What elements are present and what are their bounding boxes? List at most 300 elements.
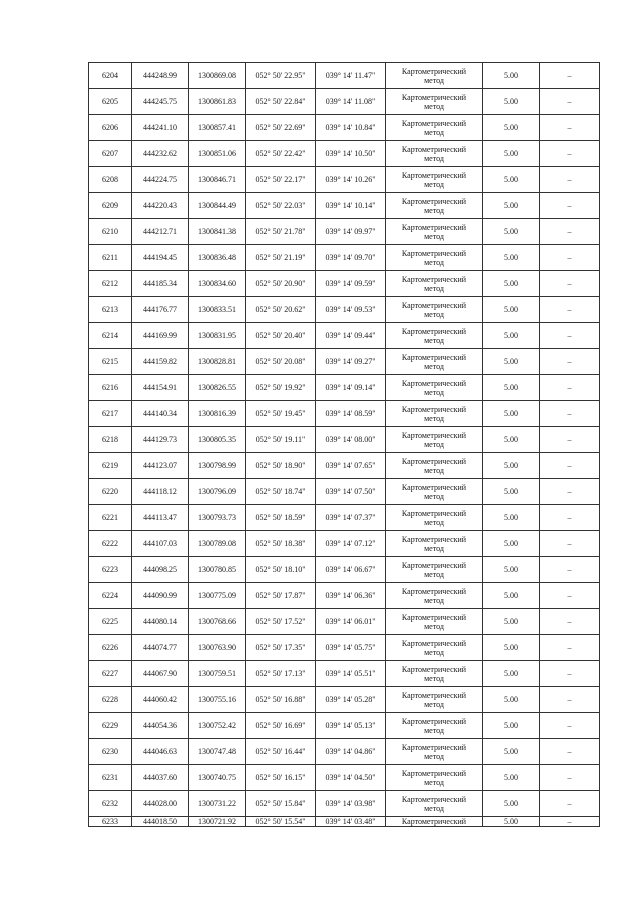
cell-accuracy: 5.00 <box>483 687 540 713</box>
cell-coord-y: 1300721.92 <box>189 817 246 827</box>
cell-coord-x: 444169.99 <box>132 323 189 349</box>
cell-coord-x: 444067.90 <box>132 661 189 687</box>
cell-accuracy: 5.00 <box>483 817 540 827</box>
cell-latitude: 052° 50' 19.11" <box>246 427 316 453</box>
cell-latitude: 052° 50' 18.10" <box>246 557 316 583</box>
cell-latitude: 052° 50' 19.92" <box>246 375 316 401</box>
cell-coord-x: 444123.07 <box>132 453 189 479</box>
method-line-2: метод <box>424 595 444 605</box>
method-line-1: Картометрический <box>401 456 467 466</box>
cell-coord-x: 444248.99 <box>132 63 189 89</box>
cell-longitude: 039° 14' 06.67" <box>316 557 386 583</box>
cell-description: – <box>540 791 600 817</box>
cell-description: – <box>540 401 600 427</box>
table-row <box>89 583 600 609</box>
cell-longitude: 039° 14' 09.14" <box>316 375 386 401</box>
cell-description: – <box>540 661 600 687</box>
cell-description: – <box>540 739 600 765</box>
method-line-2: метод <box>424 647 444 657</box>
cell-coord-x: 444232.62 <box>132 141 189 167</box>
cell-longitude: 039° 14' 11.47" <box>316 63 386 89</box>
cell-coord-x: 444220.43 <box>132 193 189 219</box>
cell-description: – <box>540 505 600 531</box>
method-line-1: Картометрический <box>401 638 467 648</box>
cell-coord-x: 444194.45 <box>132 245 189 271</box>
cell-latitude: 052° 50' 20.08" <box>246 349 316 375</box>
cell-description: – <box>540 271 600 297</box>
cell-coord-y: 1300846.71 <box>189 167 246 193</box>
cell-coord-x: 444074.77 <box>132 635 189 661</box>
cell-point-number: 6209 <box>89 193 132 219</box>
method-line-1: Картометрический <box>401 768 467 778</box>
method-line-2: метод <box>424 491 444 501</box>
table-row <box>89 63 600 89</box>
cell-point-number: 6217 <box>89 401 132 427</box>
cell-method <box>386 167 483 193</box>
cell-longitude: 039° 14' 07.37" <box>316 505 386 531</box>
cell-longitude: 039° 14' 09.27" <box>316 349 386 375</box>
cell-point-number: 6212 <box>89 271 132 297</box>
cell-description: – <box>540 167 600 193</box>
cell-latitude: 052° 50' 16.69" <box>246 713 316 739</box>
cell-longitude: 039° 14' 07.12" <box>316 531 386 557</box>
table-row <box>89 141 600 167</box>
method-line-1: Картометрический <box>401 326 467 336</box>
cell-accuracy: 5.00 <box>483 63 540 89</box>
method-line-1: Картометрический <box>401 534 467 544</box>
method-line-2: метод <box>424 751 444 761</box>
cell-longitude: 039° 14' 10.14" <box>316 193 386 219</box>
method-line-1: Картометрический <box>401 274 467 284</box>
cell-latitude: 052° 50' 20.62" <box>246 297 316 323</box>
cell-point-number: 6205 <box>89 89 132 115</box>
cell-longitude: 039° 14' 05.13" <box>316 713 386 739</box>
cell-longitude: 039° 14' 04.50" <box>316 765 386 791</box>
cell-description: – <box>540 817 600 827</box>
cell-longitude: 039° 14' 07.65" <box>316 453 386 479</box>
cell-longitude: 039° 14' 06.01" <box>316 609 386 635</box>
table-row <box>89 453 600 479</box>
table-row <box>89 375 600 401</box>
cell-latitude: 052° 50' 15.54" <box>246 817 316 827</box>
cell-latitude: 052° 50' 15.84" <box>246 791 316 817</box>
table-row <box>89 479 600 505</box>
cell-description: – <box>540 427 600 453</box>
cell-accuracy: 5.00 <box>483 245 540 271</box>
cell-point-number: 6204 <box>89 63 132 89</box>
cell-coord-x: 444140.34 <box>132 401 189 427</box>
cell-coord-y: 1300841.38 <box>189 219 246 245</box>
cell-coord-y: 1300740.75 <box>189 765 246 791</box>
table-row <box>89 323 600 349</box>
cell-coord-x: 444159.82 <box>132 349 189 375</box>
cell-coord-x: 444118.12 <box>132 479 189 505</box>
cell-latitude: 052° 50' 17.87" <box>246 583 316 609</box>
cell-accuracy: 5.00 <box>483 791 540 817</box>
cell-method <box>386 661 483 687</box>
cell-accuracy: 5.00 <box>483 583 540 609</box>
cell-accuracy: 5.00 <box>483 115 540 141</box>
cell-point-number: 6211 <box>89 245 132 271</box>
table-row <box>89 349 600 375</box>
cell-accuracy: 5.00 <box>483 609 540 635</box>
cell-longitude: 039° 14' 05.75" <box>316 635 386 661</box>
cell-coord-y: 1300844.49 <box>189 193 246 219</box>
cell-accuracy: 5.00 <box>483 271 540 297</box>
cell-longitude: 039° 14' 05.51" <box>316 661 386 687</box>
method-line-1: Картометрический <box>401 222 467 232</box>
method-line-1: Картометрический <box>401 196 467 206</box>
cell-point-number: 6229 <box>89 713 132 739</box>
cell-coord-x: 444129.73 <box>132 427 189 453</box>
cell-description: – <box>540 115 600 141</box>
cell-accuracy: 5.00 <box>483 89 540 115</box>
method-line-1: Картометрический <box>401 664 467 674</box>
cell-description: – <box>540 713 600 739</box>
cell-description: – <box>540 375 600 401</box>
cell-coord-y: 1300861.83 <box>189 89 246 115</box>
cell-longitude: 039° 14' 09.53" <box>316 297 386 323</box>
cell-longitude: 039° 14' 07.50" <box>316 479 386 505</box>
cell-accuracy: 5.00 <box>483 479 540 505</box>
cell-latitude: 052° 50' 16.88" <box>246 687 316 713</box>
cell-longitude: 039° 14' 08.00" <box>316 427 386 453</box>
method-line-2: метод <box>424 361 444 371</box>
cell-coord-y: 1300747.48 <box>189 739 246 765</box>
cell-coord-x: 444060.42 <box>132 687 189 713</box>
cell-latitude: 052° 50' 20.90" <box>246 271 316 297</box>
cell-point-number: 6213 <box>89 297 132 323</box>
cell-coord-x: 444154.91 <box>132 375 189 401</box>
method-line-2: метод <box>424 517 444 527</box>
table-row <box>89 427 600 453</box>
cell-point-number: 6220 <box>89 479 132 505</box>
cell-accuracy: 5.00 <box>483 661 540 687</box>
cell-latitude: 052° 50' 22.17" <box>246 167 316 193</box>
cell-method <box>386 609 483 635</box>
cell-coord-x: 444212.71 <box>132 219 189 245</box>
cell-point-number: 6226 <box>89 635 132 661</box>
cell-point-number: 6230 <box>89 739 132 765</box>
cell-method <box>386 63 483 89</box>
cell-accuracy: 5.00 <box>483 453 540 479</box>
cell-method <box>386 687 483 713</box>
cell-latitude: 052° 50' 20.40" <box>246 323 316 349</box>
table-row <box>89 193 600 219</box>
cell-point-number: 6232 <box>89 791 132 817</box>
cell-latitude: 052° 50' 22.42" <box>246 141 316 167</box>
cell-point-number: 6206 <box>89 115 132 141</box>
cell-method <box>386 739 483 765</box>
cell-point-number: 6219 <box>89 453 132 479</box>
method-line-2: метод <box>424 803 444 813</box>
cell-accuracy: 5.00 <box>483 531 540 557</box>
cell-description: – <box>540 349 600 375</box>
cell-longitude: 039° 14' 06.36" <box>316 583 386 609</box>
cell-method <box>386 375 483 401</box>
cell-longitude: 039° 14' 09.44" <box>316 323 386 349</box>
method-line-2: метод <box>424 335 444 345</box>
cell-point-number: 6208 <box>89 167 132 193</box>
cell-description: – <box>540 557 600 583</box>
table-row <box>89 609 600 635</box>
method-line-2: метод <box>424 673 444 683</box>
cell-accuracy: 5.00 <box>483 713 540 739</box>
cell-method <box>386 453 483 479</box>
cell-method <box>386 817 483 827</box>
cell-description: – <box>540 193 600 219</box>
method-line-2: метод <box>424 413 444 423</box>
method-line-2: метод <box>424 439 444 449</box>
cell-point-number: 6228 <box>89 687 132 713</box>
cell-coord-y: 1300851.06 <box>189 141 246 167</box>
cell-method <box>386 271 483 297</box>
method-line-2: метод <box>424 101 444 111</box>
method-line-1: Картометрический <box>401 92 467 102</box>
cell-longitude: 039° 14' 10.50" <box>316 141 386 167</box>
cell-coord-y: 1300759.51 <box>189 661 246 687</box>
cell-description: – <box>540 63 600 89</box>
method-line-2: метод <box>424 465 444 475</box>
cell-coord-x: 444107.03 <box>132 531 189 557</box>
cell-method <box>386 427 483 453</box>
cell-coord-x: 444113.47 <box>132 505 189 531</box>
cell-latitude: 052° 50' 17.52" <box>246 609 316 635</box>
cell-method <box>386 791 483 817</box>
cell-point-number: 6231 <box>89 765 132 791</box>
cell-coord-x: 444028.00 <box>132 791 189 817</box>
cell-coord-y: 1300857.41 <box>189 115 246 141</box>
cell-latitude: 052° 50' 18.59" <box>246 505 316 531</box>
cell-longitude: 039° 14' 10.26" <box>316 167 386 193</box>
method-line-1: Картометрический <box>401 170 467 180</box>
cell-latitude: 052° 50' 22.69" <box>246 115 316 141</box>
cell-longitude: 039° 14' 03.98" <box>316 791 386 817</box>
cell-description: – <box>540 323 600 349</box>
table-row <box>89 739 600 765</box>
cell-longitude: 039° 14' 09.70" <box>316 245 386 271</box>
cell-coord-y: 1300768.66 <box>189 609 246 635</box>
method-line-1: Картометрический <box>401 612 467 622</box>
method-line-1: Картометрический <box>401 248 467 258</box>
cell-description: – <box>540 531 600 557</box>
method-line-1: Картометрический <box>401 300 467 310</box>
cell-point-number: 6225 <box>89 609 132 635</box>
method-line-1: Картометрический <box>401 716 467 726</box>
cell-method <box>386 115 483 141</box>
method-line-2: метод <box>424 699 444 709</box>
cell-point-number: 6210 <box>89 219 132 245</box>
table-row <box>89 505 600 531</box>
cell-longitude: 039° 14' 09.97" <box>316 219 386 245</box>
table-row <box>89 765 600 791</box>
cell-method <box>386 505 483 531</box>
method-line-2: метод <box>424 569 444 579</box>
table-body <box>89 63 600 827</box>
cell-point-number: 6223 <box>89 557 132 583</box>
cell-method <box>386 531 483 557</box>
method-line-2: метод <box>424 777 444 787</box>
method-line-1: Картометрический <box>401 794 467 804</box>
cell-coord-y: 1300816.39 <box>189 401 246 427</box>
method-line-1: Картометрический <box>401 144 467 154</box>
cell-accuracy: 5.00 <box>483 323 540 349</box>
method-line-1: Картометрический <box>401 66 467 76</box>
cell-latitude: 052° 50' 18.38" <box>246 531 316 557</box>
method-line-2: метод <box>424 179 444 189</box>
method-line-2: метод <box>424 205 444 215</box>
method-line-2: метод <box>424 387 444 397</box>
table-row <box>89 661 600 687</box>
cell-latitude: 052° 50' 18.90" <box>246 453 316 479</box>
method-line-1: Картометрический <box>401 378 467 388</box>
cell-description: – <box>540 219 600 245</box>
cell-longitude: 039° 14' 09.59" <box>316 271 386 297</box>
cell-coord-x: 444224.75 <box>132 167 189 193</box>
cell-method <box>386 141 483 167</box>
cell-point-number: 6214 <box>89 323 132 349</box>
cell-coord-y: 1300826.55 <box>189 375 246 401</box>
cell-coord-y: 1300798.99 <box>189 453 246 479</box>
cell-coord-x: 444054.36 <box>132 713 189 739</box>
method-line-2: метод <box>424 543 444 553</box>
method-line-1: Картометрический <box>401 118 467 128</box>
cell-coord-y: 1300789.08 <box>189 531 246 557</box>
cell-latitude: 052° 50' 17.13" <box>246 661 316 687</box>
cell-coord-y: 1300828.81 <box>189 349 246 375</box>
cell-method <box>386 557 483 583</box>
method-line-2: метод <box>424 309 444 319</box>
cell-accuracy: 5.00 <box>483 297 540 323</box>
method-line-2: метод <box>424 257 444 267</box>
cell-accuracy: 5.00 <box>483 427 540 453</box>
table-row <box>89 817 600 827</box>
cell-coord-y: 1300831.95 <box>189 323 246 349</box>
cell-coord-y: 1300834.60 <box>189 271 246 297</box>
cell-description: – <box>540 89 600 115</box>
cell-longitude: 039° 14' 03.48" <box>316 817 386 827</box>
cell-coord-x: 444245.75 <box>132 89 189 115</box>
method-line-2: метод <box>424 283 444 293</box>
cell-method <box>386 89 483 115</box>
method-line-1: Картометрический <box>401 586 467 596</box>
table-row <box>89 115 600 141</box>
table-row <box>89 531 600 557</box>
method-line-1: Картометрический <box>401 560 467 570</box>
method-line-2: метод <box>424 725 444 735</box>
cell-description: – <box>540 583 600 609</box>
cell-coord-y: 1300869.08 <box>189 63 246 89</box>
cell-description: – <box>540 141 600 167</box>
cell-description: – <box>540 765 600 791</box>
cell-latitude: 052° 50' 16.44" <box>246 739 316 765</box>
cell-longitude: 039° 14' 10.84" <box>316 115 386 141</box>
table-row <box>89 89 600 115</box>
table-row <box>89 635 600 661</box>
cell-point-number: 6227 <box>89 661 132 687</box>
cell-point-number: 6215 <box>89 349 132 375</box>
cell-description: – <box>540 609 600 635</box>
table-row <box>89 219 600 245</box>
cell-coord-x: 444046.63 <box>132 739 189 765</box>
cell-accuracy: 5.00 <box>483 375 540 401</box>
cell-description: – <box>540 453 600 479</box>
method-line-1: Картометрический <box>401 404 467 414</box>
cell-coord-y: 1300775.09 <box>189 583 246 609</box>
cell-longitude: 039° 14' 04.86" <box>316 739 386 765</box>
cell-coord-x: 444090.99 <box>132 583 189 609</box>
cell-accuracy: 5.00 <box>483 765 540 791</box>
cell-coord-y: 1300833.51 <box>189 297 246 323</box>
cell-point-number: 6224 <box>89 583 132 609</box>
cell-coord-x: 444185.34 <box>132 271 189 297</box>
cell-accuracy: 5.00 <box>483 349 540 375</box>
method-line-1: Картометрический <box>401 817 467 826</box>
cell-point-number: 6207 <box>89 141 132 167</box>
method-line-2: метод <box>424 127 444 137</box>
cell-latitude: 052° 50' 16.15" <box>246 765 316 791</box>
table-row <box>89 687 600 713</box>
cell-method <box>386 245 483 271</box>
cell-coord-y: 1300805.35 <box>189 427 246 453</box>
cell-description: – <box>540 245 600 271</box>
cell-coord-x: 444176.77 <box>132 297 189 323</box>
cell-coord-y: 1300796.09 <box>189 479 246 505</box>
cell-accuracy: 5.00 <box>483 557 540 583</box>
method-line-1: Картометрический <box>401 352 467 362</box>
cell-longitude: 039° 14' 08.59" <box>316 401 386 427</box>
cell-coord-x: 444098.25 <box>132 557 189 583</box>
method-line-2: метод <box>424 621 444 631</box>
cell-coord-x: 444018.50 <box>132 817 189 827</box>
cell-coord-x: 444080.14 <box>132 609 189 635</box>
cell-coord-x: 444241.10 <box>132 115 189 141</box>
cell-longitude: 039° 14' 11.08" <box>316 89 386 115</box>
cell-method <box>386 297 483 323</box>
table-row <box>89 791 600 817</box>
cell-method <box>386 349 483 375</box>
cell-method <box>386 219 483 245</box>
cell-method <box>386 635 483 661</box>
cell-method <box>386 193 483 219</box>
cell-description: – <box>540 479 600 505</box>
cell-latitude: 052° 50' 19.45" <box>246 401 316 427</box>
cell-longitude: 039° 14' 05.28" <box>316 687 386 713</box>
cell-accuracy: 5.00 <box>483 193 540 219</box>
cell-latitude: 052° 50' 17.35" <box>246 635 316 661</box>
cell-coord-y: 1300793.73 <box>189 505 246 531</box>
cell-accuracy: 5.00 <box>483 635 540 661</box>
cell-accuracy: 5.00 <box>483 739 540 765</box>
cell-point-number: 6218 <box>89 427 132 453</box>
method-line-2: метод <box>424 231 444 241</box>
table-row <box>89 271 600 297</box>
cell-point-number: 6233 <box>89 817 132 827</box>
method-line-1: Картометрический <box>401 690 467 700</box>
cell-latitude: 052° 50' 21.19" <box>246 245 316 271</box>
cell-coord-y: 1300780.85 <box>189 557 246 583</box>
cell-accuracy: 5.00 <box>483 219 540 245</box>
cell-point-number: 6222 <box>89 531 132 557</box>
method-line-2: метод <box>424 153 444 163</box>
cell-latitude: 052° 50' 22.03" <box>246 193 316 219</box>
method-line-2: метод <box>424 75 444 85</box>
cell-coord-y: 1300755.16 <box>189 687 246 713</box>
cell-accuracy: 5.00 <box>483 401 540 427</box>
cell-method <box>386 401 483 427</box>
cell-coord-y: 1300752.42 <box>189 713 246 739</box>
method-line-1: Картометрический <box>401 482 467 492</box>
